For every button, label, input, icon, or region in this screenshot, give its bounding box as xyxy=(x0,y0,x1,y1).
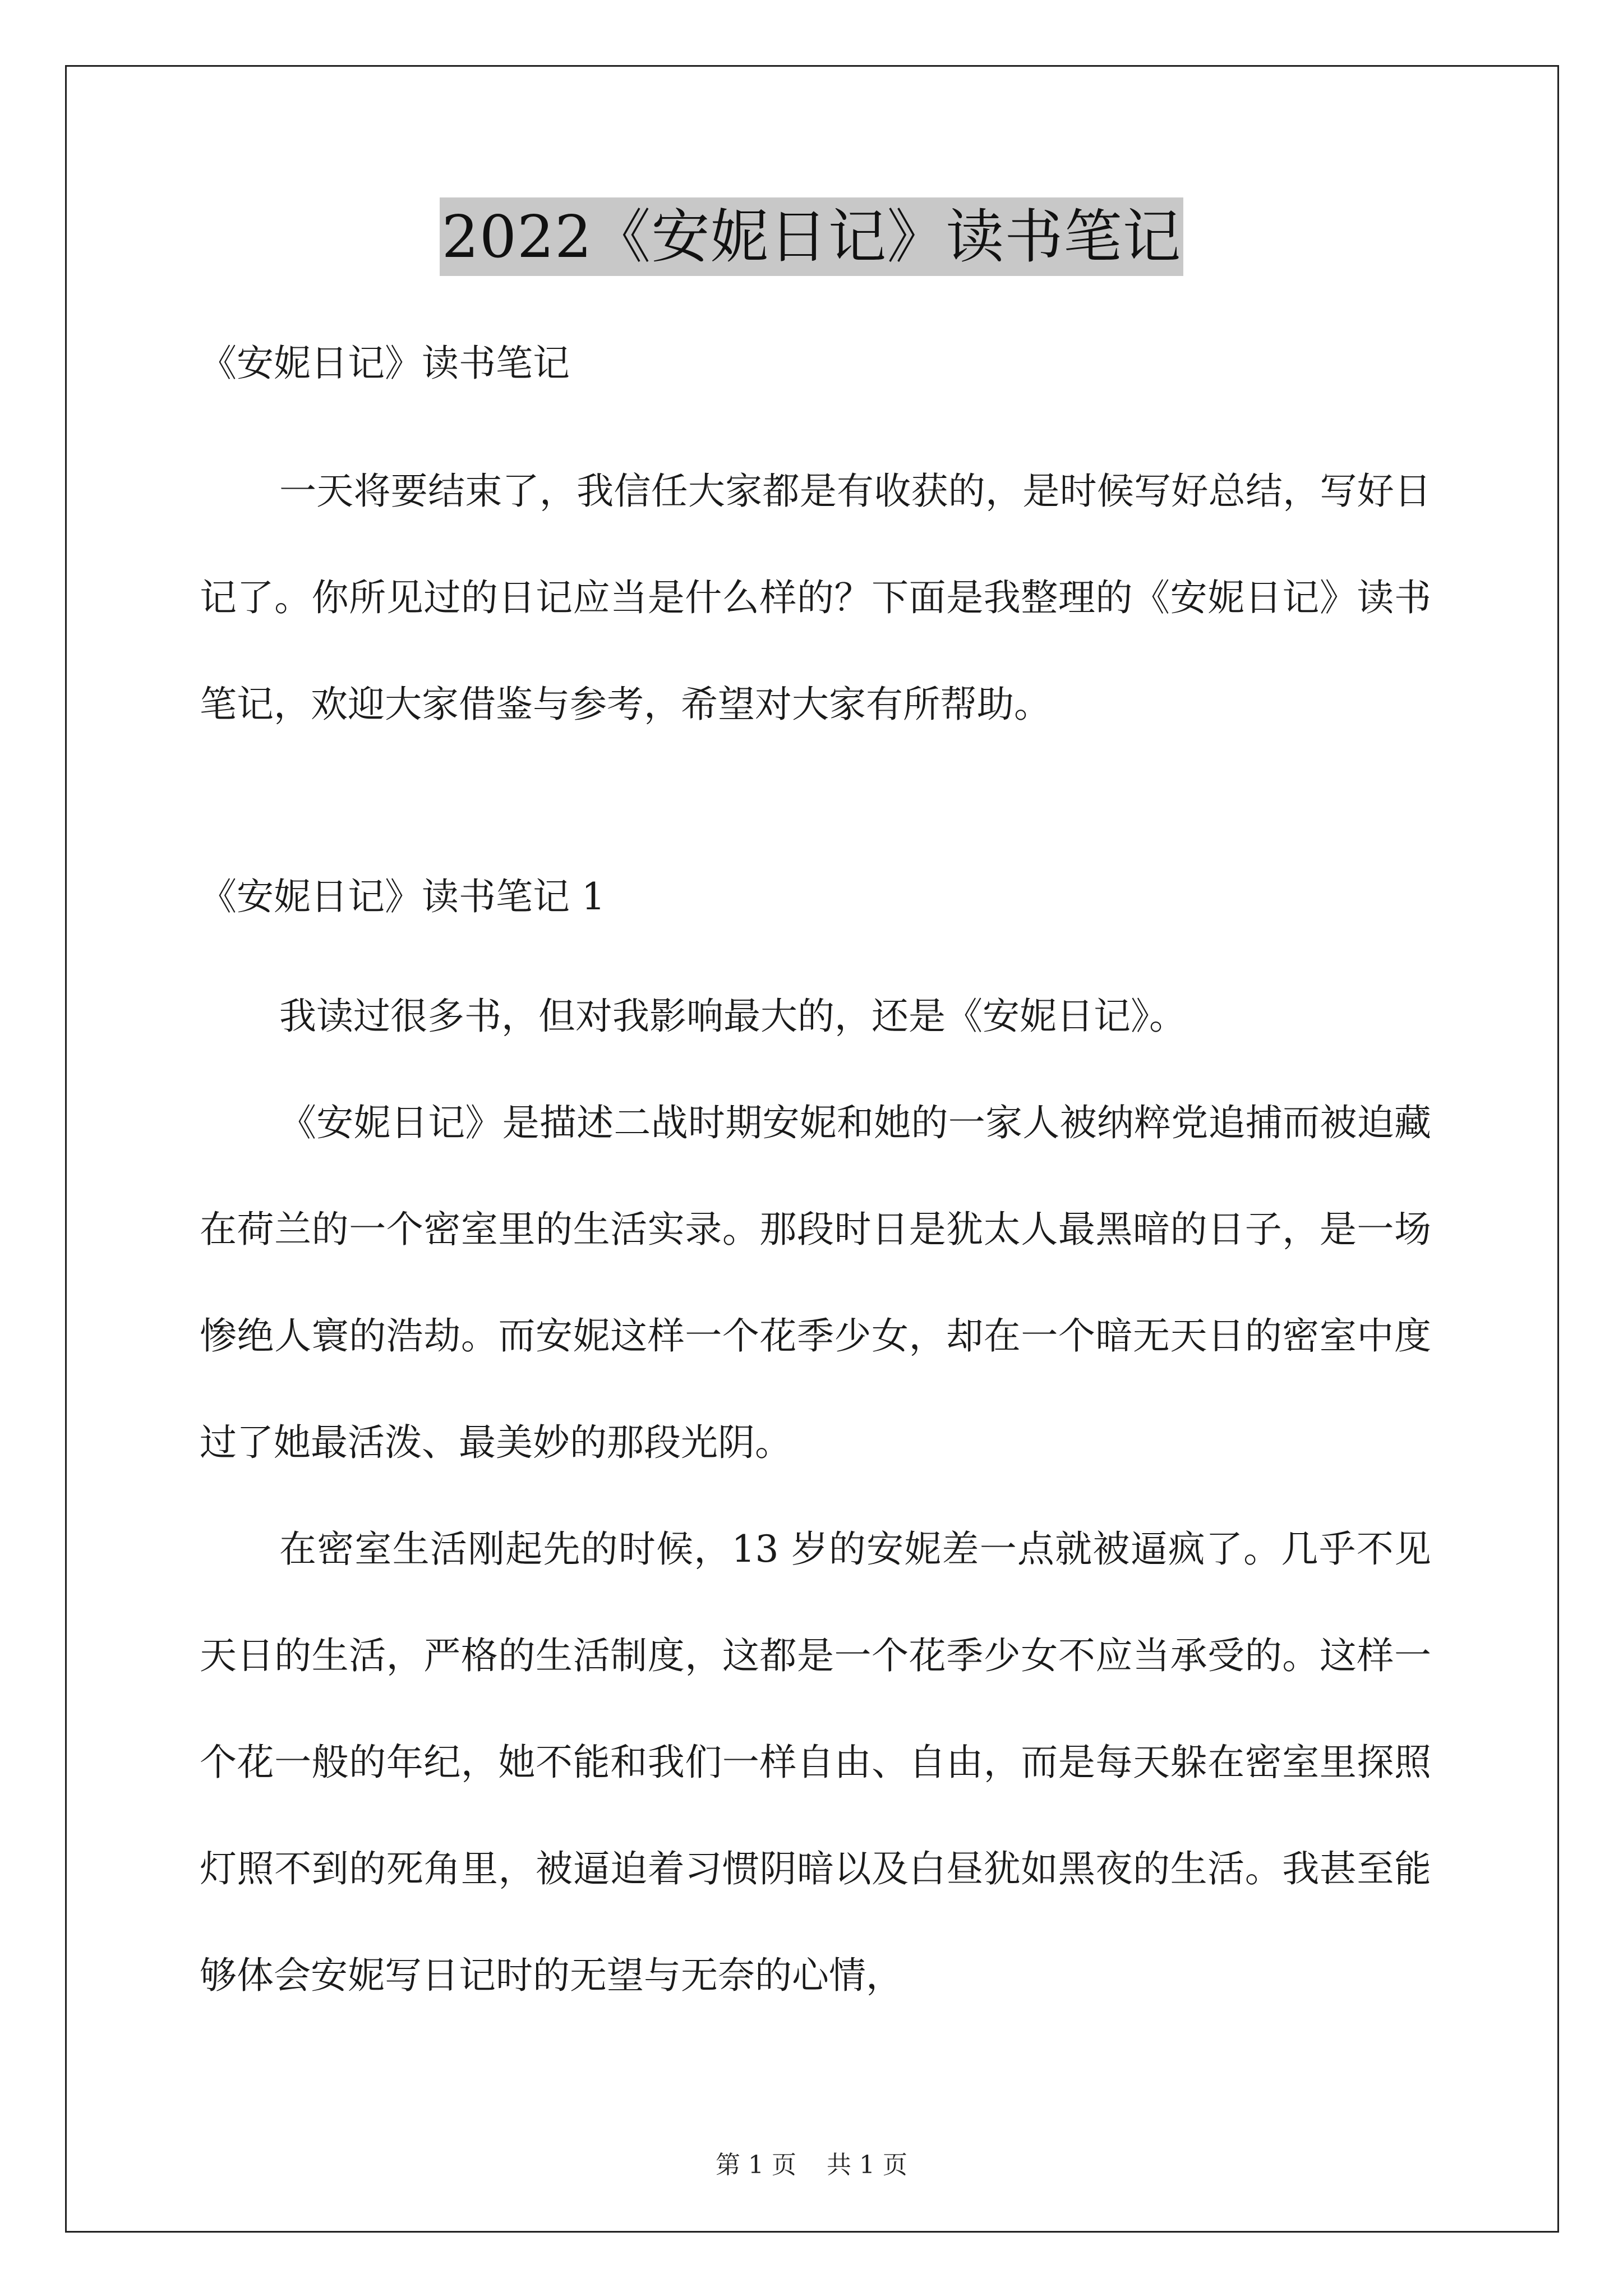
page-number: 第 1 页 xyxy=(716,2151,796,2179)
title-container xyxy=(0,197,1623,276)
intro-paragraph: 一天将要结束了，我信任大家都是有收获的，是时候写好总结，写好日记了。你所见过的日记应当是什么样的？下面是我整理的《安妮日记》读书笔记，欢迎大家借鉴与参考，希望对大家有所帮助。 xyxy=(200,470,1431,726)
page-footer xyxy=(0,2148,1623,2182)
body-paragraph: 在密室生活刚起先的时候，13 岁的安妮差一点就被逼疯了。几乎不见天日的生活，严格的生活制度，这都是一个花季少女不应当承受的。这样一个花一般的年纪，她不能和我们一样自由、自由，而是每天躲在密室里探照灯照不到的死角里，被逼迫着习惯阴暗以及白昼犹如黑夜的生活。我甚至能够体会安妮写日记时的无望与无奈的心情， xyxy=(200,1527,1431,1997)
section-heading: 《安妮日记》读书笔记 1 xyxy=(200,875,605,918)
document-title: 2022《安妮日记》读书笔记 xyxy=(440,197,1184,276)
body-paragraph: 《安妮日记》是描述二战时期安妮和她的一家人被纳粹党追捕而被迫藏在荷兰的一个密室里的生活实录。那段时日是犹太人最黑暗的日子，是一场惨绝人寰的浩劫。而安妮这样一个花季少女，却在一个暗无天日的密室中度过了她最活泼、最美妙的那段光阴。 xyxy=(200,1101,1431,1464)
document-body xyxy=(200,337,1431,2029)
page-total: 共 1 页 xyxy=(827,2151,907,2179)
intro-heading: 《安妮日记》读书笔记 xyxy=(200,342,570,385)
body-paragraph: 我读过很多书，但对我影响最大的，还是《安妮日记》。 xyxy=(279,995,1186,1038)
